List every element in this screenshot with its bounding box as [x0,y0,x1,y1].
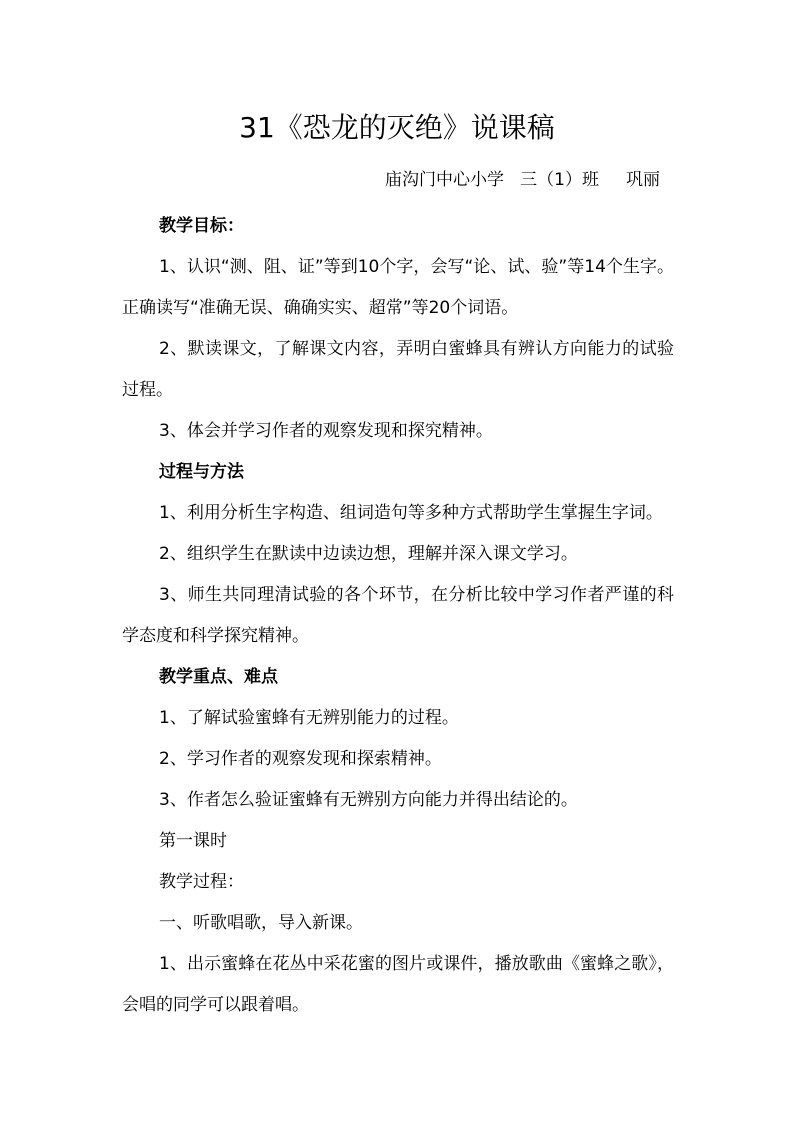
paragraph: 2、组织学生在默读中边读边想，理解并深入课文学习。 [159,544,578,564]
paragraph: 3、体会并学习作者的观察发现和探究精神。 [159,421,493,441]
author-line: 庙沟门中心小学 三（1）班 巩丽 [384,170,660,190]
document-body [122,206,674,1026]
paragraph: 3、作者怎么验证蜜蜂有无辨别方向能力并得出结论的。 [159,790,578,810]
paragraph: 2、默读课文，了解课文内容，弄明白蜜蜂具有辨认方向能力的试验过程。 [122,339,674,400]
document-title: 31《恐龙的灭绝》说课稿 [239,111,555,144]
paragraph: 3、师生共同理清试验的各个环节，在分析比较中学习作者严谨的科学态度和科学探究精神。 [122,585,674,646]
paragraph: 一、听歌唱歌，导入新课。 [159,913,363,933]
paragraph: 1、利用分析生字构造、组词造句等多种方式帮助学生掌握生字词。 [159,503,663,523]
heading-process-methods: 过程与方法 [159,462,244,482]
section-lesson-one: 第一课时 [159,831,227,851]
paragraph: 1、认识“测、阻、证”等到10个字，会写“论、试、验”等14个生字。正确读写“准确无误、确确实实、超常”等20个词语。 [122,257,674,318]
paragraph: 1、出示蜜蜂在花丛中采花蜜的图片或课件，播放歌曲《蜜蜂之歌》，会唱的同学可以跟着唱。 [122,954,674,1015]
heading-teaching-goals: 教学目标： [159,216,244,236]
heading-key-points: 教学重点、难点 [159,667,278,687]
section-teaching-process: 教学过程： [159,872,244,892]
paragraph: 2、学习作者的观察发现和探索精神。 [159,749,442,769]
paragraph: 1、了解试验蜜蜂有无辨别能力的过程。 [159,708,459,728]
